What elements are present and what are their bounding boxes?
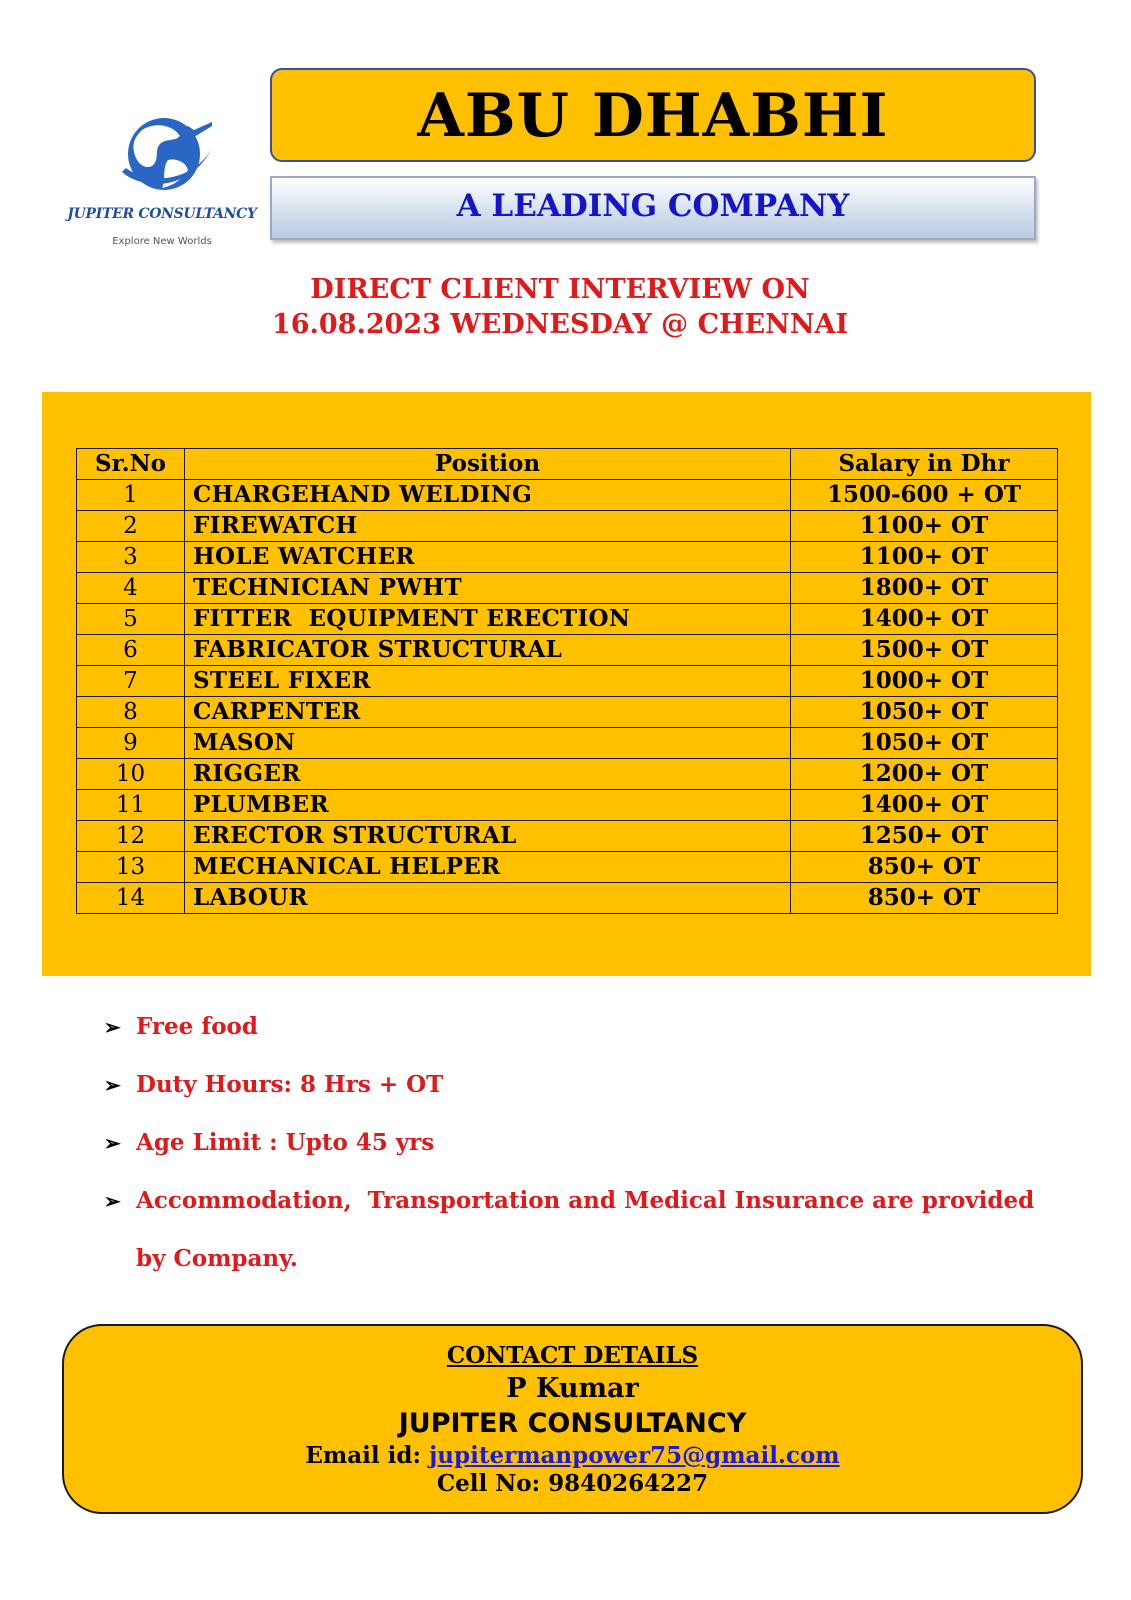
benefit-item <box>104 1056 1044 1114</box>
company-logo <box>62 108 262 258</box>
table-row <box>77 790 1058 821</box>
salary-cell: 1500+ OT <box>791 635 1058 666</box>
position-cell: CHARGEHAND WELDING <box>185 480 791 511</box>
contact-company: JUPITER CONSULTANCY <box>398 1408 747 1439</box>
position-cell: MASON <box>185 728 791 759</box>
contact-name: P Kumar <box>506 1373 639 1404</box>
table-row <box>77 635 1058 666</box>
logo-tagline: Explore New Worlds <box>112 236 212 247</box>
table-row <box>77 480 1058 511</box>
table-row <box>77 883 1058 914</box>
sr-no-cell: 1 <box>77 480 185 511</box>
arrow-bullet-icon: ➢ <box>104 1131 121 1155</box>
table-row <box>77 759 1058 790</box>
contact-box <box>62 1324 1083 1514</box>
title-banner <box>270 68 1036 162</box>
sr-no-cell: 11 <box>77 790 185 821</box>
email-link[interactable]: jupitermanpower75@gmail.com <box>428 1442 840 1469</box>
header-position: Position <box>185 449 791 480</box>
sr-no-cell: 2 <box>77 511 185 542</box>
sr-no-cell: 12 <box>77 821 185 852</box>
position-cell: CARPENTER <box>185 697 791 728</box>
table-header-row <box>77 449 1058 480</box>
table-row <box>77 852 1058 883</box>
benefit-text: Age Limit : Upto 45 yrs <box>136 1129 435 1156</box>
salary-cell: 850+ OT <box>791 883 1058 914</box>
table-row <box>77 666 1058 697</box>
benefit-text: by Company. <box>136 1245 298 1272</box>
arrow-bullet-icon: ➢ <box>104 1189 121 1213</box>
benefit-item <box>104 1172 1044 1230</box>
salary-cell: 1400+ OT <box>791 604 1058 635</box>
subtitle-banner <box>270 176 1036 240</box>
position-cell: PLUMBER <box>185 790 791 821</box>
position-cell: RIGGER <box>185 759 791 790</box>
sr-no-cell: 13 <box>77 852 185 883</box>
sr-no-cell: 14 <box>77 883 185 914</box>
sr-no-cell: 3 <box>77 542 185 573</box>
sr-no-cell: 6 <box>77 635 185 666</box>
contact-heading: CONTACT DETAILS <box>446 1342 699 1369</box>
jobs-panel <box>42 392 1091 976</box>
table-row <box>77 573 1058 604</box>
benefit-item <box>104 1114 1044 1172</box>
arrow-bullet-icon: ➢ <box>104 1015 121 1039</box>
sr-no-cell: 9 <box>77 728 185 759</box>
header-sr-no: Sr.No <box>77 449 185 480</box>
sr-no-cell: 10 <box>77 759 185 790</box>
benefit-item <box>104 998 1044 1056</box>
position-cell: FITTER EQUIPMENT ERECTION <box>185 604 791 635</box>
header-salary: Salary in Dhr <box>791 449 1058 480</box>
sr-no-cell: 7 <box>77 666 185 697</box>
interview-info <box>0 272 1120 342</box>
table-row <box>77 542 1058 573</box>
table-row <box>77 821 1058 852</box>
benefits-list <box>104 998 1044 1288</box>
benefit-text: Duty Hours: 8 Hrs + OT <box>136 1071 444 1098</box>
salary-cell: 1100+ OT <box>791 511 1058 542</box>
cell-number: 9840264227 <box>548 1470 709 1497</box>
salary-cell: 1050+ OT <box>791 728 1058 759</box>
arrow-bullet-icon: ➢ <box>104 1073 121 1097</box>
benefit-text: Accommodation, Transportation and Medical Insurance are provided <box>136 1187 1035 1214</box>
email-label: Email id: <box>305 1442 421 1469</box>
cell-label: Cell No: <box>436 1470 541 1497</box>
position-cell: ERECTOR STRUCTURAL <box>185 821 791 852</box>
salary-cell: 850+ OT <box>791 852 1058 883</box>
interview-line-2: 16.08.2023 WEDNESDAY @ CHENNAI <box>271 309 849 340</box>
interview-line-1: DIRECT CLIENT INTERVIEW ON <box>310 274 810 305</box>
jobs-table <box>76 448 1058 914</box>
globe-plane-icon <box>62 108 262 208</box>
page-title: ABU DHABHI <box>417 81 889 151</box>
table-row <box>77 728 1058 759</box>
salary-cell: 1400+ OT <box>791 790 1058 821</box>
salary-cell: 1100+ OT <box>791 542 1058 573</box>
logo-name: JUPITER CONSULTANCY <box>67 206 257 222</box>
position-cell: HOLE WATCHER <box>185 542 791 573</box>
table-row <box>77 511 1058 542</box>
contact-email-line <box>64 1442 1081 1470</box>
table-row <box>77 604 1058 635</box>
salary-cell: 1500-600 + OT <box>791 480 1058 511</box>
sr-no-cell: 8 <box>77 697 185 728</box>
position-cell: FABRICATOR STRUCTURAL <box>185 635 791 666</box>
position-cell: MECHANICAL HELPER <box>185 852 791 883</box>
benefit-text: Free food <box>136 1013 258 1040</box>
salary-cell: 1200+ OT <box>791 759 1058 790</box>
position-cell: STEEL FIXER <box>185 666 791 697</box>
salary-cell: 1000+ OT <box>791 666 1058 697</box>
page-subtitle: A LEADING COMPANY <box>456 188 850 224</box>
position-cell: LABOUR <box>185 883 791 914</box>
sr-no-cell: 4 <box>77 573 185 604</box>
table-row <box>77 697 1058 728</box>
salary-cell: 1050+ OT <box>791 697 1058 728</box>
benefit-continuation <box>104 1230 1044 1288</box>
salary-cell: 1800+ OT <box>791 573 1058 604</box>
sr-no-cell: 5 <box>77 604 185 635</box>
position-cell: FIREWATCH <box>185 511 791 542</box>
salary-cell: 1250+ OT <box>791 821 1058 852</box>
contact-cell-line <box>64 1470 1081 1498</box>
position-cell: TECHNICIAN PWHT <box>185 573 791 604</box>
